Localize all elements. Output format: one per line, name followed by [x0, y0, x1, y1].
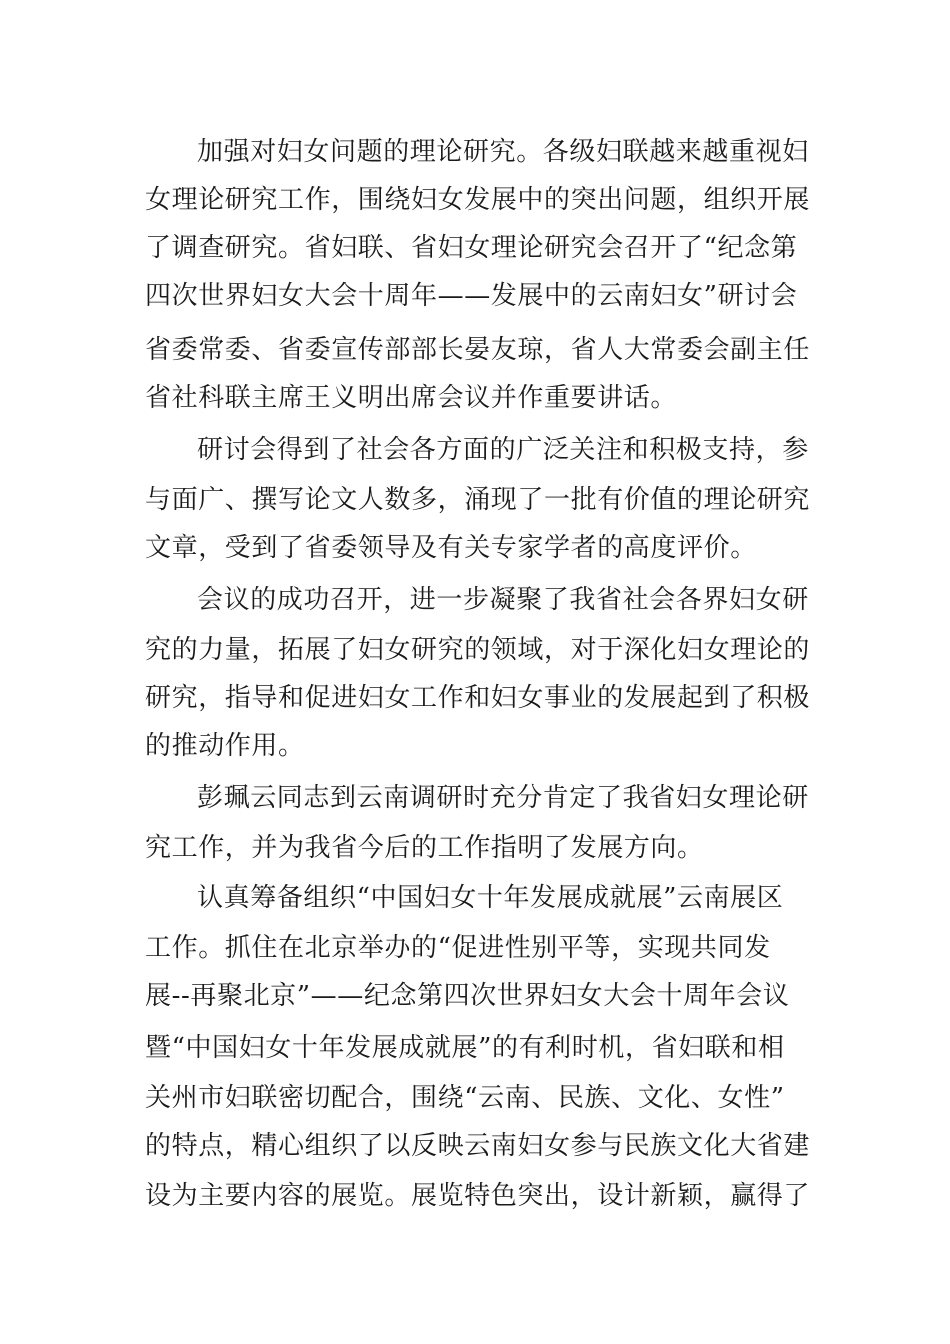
- text-line: 研究，指导和促进妇女工作和妇女事业的发展起到了积极: [145, 683, 811, 713]
- text-line: 加强对妇女问题的理论研究。各级妇联越来越重视妇: [197, 137, 809, 167]
- text-line: 认真筹备组织“中国妇女十年发展成就展”云南展区: [197, 883, 784, 913]
- text-line: 省社科联主席王义明出席会议并作重要讲话。: [145, 383, 678, 413]
- text-line: 与面广、撰写论文人数多，涌现了一批有价值的理论研究: [145, 485, 811, 515]
- text-line: 的特点，精心组织了以反映云南妇女参与民族文化大省建: [145, 1131, 811, 1161]
- text-line: 女理论研究工作，围绕妇女发展中的突出问题，组织开展: [145, 185, 811, 215]
- text-line: 了调查研究。省妇联、省妇女理论研究会召开了“纪念第: [145, 233, 798, 263]
- text-line: 省委常委、省委宣传部部长晏友琼，省人大常委会副主任: [145, 335, 811, 365]
- text-line: 工作。抓住在北京举办的“促进性别平等，实现共同发: [145, 933, 771, 963]
- text-line: 关州市妇联密切配合，围绕“云南、民族、文化、女性”: [145, 1083, 785, 1113]
- text-line: 究的力量，拓展了妇女研究的领域，对于深化妇女理论的: [145, 635, 811, 665]
- text-line: 展--再聚北京”——纪念第四次世界妇女大会十周年会议: [145, 981, 790, 1011]
- text-line: 究工作，并为我省今后的工作指明了发展方向。: [145, 833, 704, 863]
- text-line: 暨“中国妇女十年发展成就展”的有利时机，省妇联和相: [145, 1033, 785, 1063]
- text-line: 会议的成功召开，进一步凝聚了我省社会各界妇女研: [197, 585, 809, 615]
- text-line: 彭珮云同志到云南调研时充分肯定了我省妇女理论研: [197, 783, 809, 813]
- text-line: 设为主要内容的展览。展览特色突出，设计新颖，赢得了: [145, 1181, 811, 1211]
- text-line: 文章，受到了省委领导及有关专家学者的高度评价。: [145, 533, 757, 563]
- text-line: 的推动作用。: [145, 731, 305, 761]
- text-line: 研讨会得到了社会各方面的广泛关注和积极支持，参: [197, 435, 809, 465]
- text-line: 四次世界妇女大会十周年——发展中的云南妇女”研讨会: [145, 281, 798, 311]
